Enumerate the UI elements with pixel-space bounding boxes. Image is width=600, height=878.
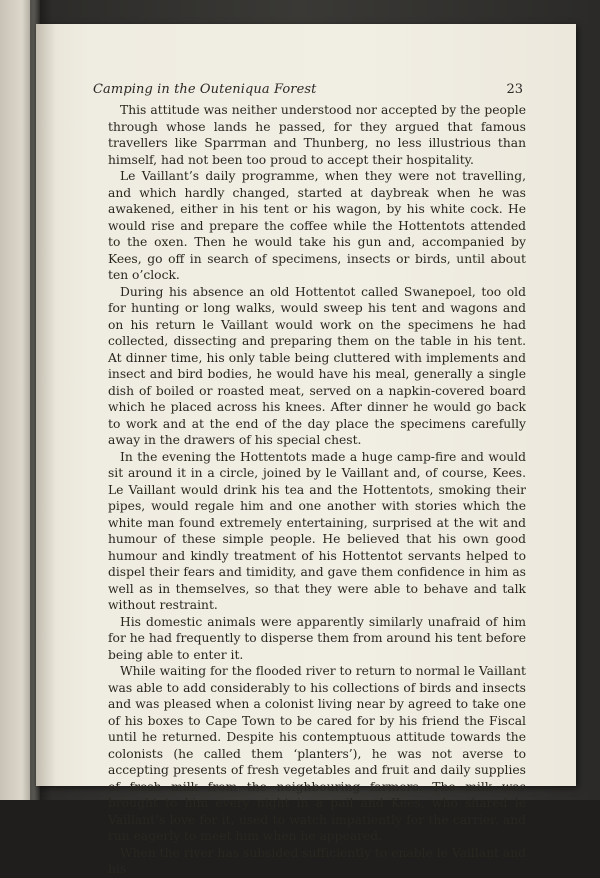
paragraph: His domestic animals were apparently similarly unafraid of him for he had frequently to disperse them from around his tent before being able to enter it. bbox=[108, 614, 526, 662]
paragraph: This attitude was neither understood nor accepted by the people through whose lands he passed, for they argued that famous travellers like Sparrman and Thunberg, no less illustrious than himself, had not been too proud to accept their hospitality. bbox=[108, 103, 526, 167]
running-head bbox=[93, 82, 523, 102]
paragraph: During his absence an old Hottentot called Swanepoel, too old for hunting or long walks, would sweep his tent and wagons and on his return le Vaillant would work on the specimens he had collected, dissecting and preparing them on the table in his tent. At dinner time, his only table being cluttered with implements and insect and bird bodies, he would have his meal, generally a single dish of boiled or roasted meat, served on a napkin-covered board which he placed across his knees. After dinner he would go back to work and at the end of the day place the specimens carefully away in the drawers of his special chest. bbox=[108, 284, 526, 447]
paragraph: When the river has subsided sufficiently to enable le Vaillant and his bbox=[108, 845, 526, 876]
body-text bbox=[108, 102, 526, 878]
page-number: 23 bbox=[506, 82, 523, 97]
running-title: Camping in the Outeniqua Forest bbox=[93, 82, 317, 97]
paragraph: In the evening the Hottentots made a huge camp-fire and would sit around it in a circle, joined by le Vaillant and, of course, Kees. Le Vaillant would drink his tea and the Hottentots, smoking their pipes, would regale him and one another with stories which the white man found extremely entertaining, surprised at the wit and humour of these simple people. He believed that his own good humour and kindly treatment of his Hottentot servants helped to dispel their fears and timidity, and gave them confidence in him as well as in themselves, so that they were able to behave and talk without restraint. bbox=[108, 449, 526, 612]
paragraph: While waiting for the flooded river to return to normal le Vaillant was able to add considerably to his collections of birds and insects and was pleased when a colonist living near by agreed to take one of his boxes to Cape Town to be cared for by his friend the Fiscal until he returned. Despite his contemptuous attitude towards the colonists (he called them ‘planters’), he was not averse to accepting presents of fresh vegetables and fruit and daily supplies of fresh milk from the neighbouring farmers. The milk was brought to him every night in a pail and Kees, who shared le Vaillant’s love for it, used to watch impatiently for the carrier, and run eagerly to meet him when he appeared. bbox=[108, 664, 526, 843]
paragraph: Le Vaillant’s daily programme, when they were not travelling, and which hardly changed, started at daybreak when he was awakened, either in his tent or his wagon, by his white cock. He would rise and prepare the coffee while the Hottentots attended to the oxen. Then he would take his gun and, accompanied by Kees, go off in search of specimens, insects or birds, until about ten o’clock. bbox=[108, 169, 526, 282]
page-gutter-shadow bbox=[36, 24, 56, 786]
book-page bbox=[36, 24, 576, 876]
